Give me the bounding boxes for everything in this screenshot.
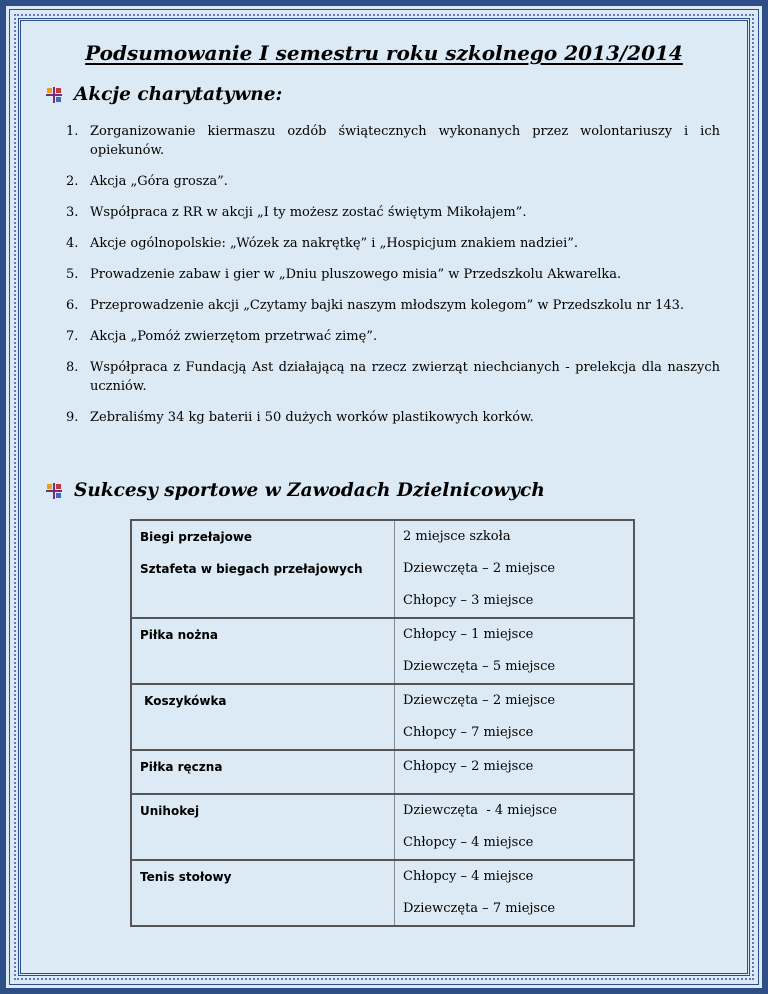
list-item-text: Przeprowadzenie akcji „Czytamy bajki naszym młodszym kolegom” w Przedszkolu nr 143. [90, 298, 685, 313]
result-cell [395, 520, 635, 618]
sport-cell [131, 520, 395, 618]
sport-cell [131, 794, 395, 860]
table-row [131, 618, 634, 684]
list-item-text: Współpraca z RR w akcji „I ty możesz zostać świętym Mikołajem”. [90, 205, 527, 220]
sport-cell [131, 684, 395, 750]
list-item-text: Zorganizowanie kiermaszu ozdób świątecznych wykonanych przez wolontariuszy i ich opiekunów. [90, 124, 720, 158]
list-item-number: 9. [66, 410, 79, 425]
sports-results-table [130, 519, 635, 927]
result-cell [395, 750, 635, 794]
list-item-text: Akcja „Góra grosza”. [90, 174, 228, 189]
list-item-number: 5. [66, 267, 79, 282]
list-item-number: 6. [66, 298, 79, 313]
list-item [66, 234, 720, 253]
table-row [131, 520, 634, 618]
table-row [131, 750, 634, 794]
list-item-number: 4. [66, 236, 79, 251]
sport-cell [131, 860, 395, 926]
table-row [131, 860, 634, 926]
sport-label: Koszykówka [140, 694, 227, 708]
result-text: Dziewczęta – 7 miejsce [403, 901, 556, 916]
sport-cell [131, 750, 395, 794]
list-item [66, 408, 720, 427]
result-cell [395, 684, 635, 750]
sport-label: Piłka nożna [140, 628, 219, 642]
list-item [66, 358, 720, 396]
result-text: Dziewczęta – 5 miejsce [403, 659, 556, 674]
charity-list [66, 122, 720, 439]
list-item-text: Współpraca z Fundacją Ast działającą na rzecz zwierząt niechcianych - prelekcja dla naszych uczniów. [90, 360, 720, 394]
section-heading-sports [46, 480, 545, 501]
page-title: Podsumowanie I semestru roku szkolnego 2013/2014 [85, 41, 683, 65]
result-cell [395, 860, 635, 926]
result-cell [395, 794, 635, 860]
result-cell [395, 618, 635, 684]
table-row [131, 794, 634, 860]
section-heading-label: Sukcesy sportowe w Zawodach Dzielnicowych [74, 480, 545, 501]
list-item [66, 172, 720, 191]
sport-label [140, 893, 386, 925]
sport-label [140, 827, 386, 859]
result-text: Chłopcy – 2 miejsce [403, 759, 534, 774]
sport-label: Piłka ręczna [140, 760, 223, 774]
result-text: Chłopcy – 1 miejsce [403, 627, 534, 642]
document-page [24, 24, 744, 970]
sport-label [140, 651, 386, 683]
result-text: Dziewczęta – 2 miejsce [403, 561, 556, 576]
list-item-text: Prowadzenie zabaw i gier w „Dniu pluszowego misia” w Przedszkolu Akwarelka. [90, 267, 622, 282]
result-text: Dziewczęta – 2 miejsce [403, 693, 556, 708]
list-item-number: 8. [66, 360, 79, 375]
bullet-icon [46, 483, 62, 499]
bullet-icon [46, 87, 62, 103]
result-text: Chłopcy – 4 miejsce [403, 869, 534, 884]
list-item-text: Zebraliśmy 34 kg baterii i 50 dużych worków plastikowych korków. [90, 410, 534, 425]
list-item [66, 296, 720, 315]
list-item [66, 203, 720, 222]
list-item-number: 3. [66, 205, 79, 220]
result-text: 2 miejsce szkoła [403, 529, 511, 544]
result-text: Chłopcy – 7 miejsce [403, 725, 534, 740]
list-item-number: 2. [66, 174, 79, 189]
sport-cell [131, 618, 395, 684]
section-heading-label: Akcje charytatywne: [74, 84, 283, 105]
list-item [66, 265, 720, 284]
sport-label [140, 717, 386, 749]
table-row [131, 684, 634, 750]
result-text: Chłopcy – 3 miejsce [403, 593, 534, 608]
result-text: Dziewczęta - 4 miejsce [403, 803, 558, 818]
list-item-number: 1. [66, 124, 79, 139]
list-item-number: 7. [66, 329, 79, 344]
sport-label: Unihokej [140, 804, 200, 818]
sport-label [140, 585, 386, 617]
list-item-text: Akcja „Pomóż zwierzętom przetrwać zimę”. [90, 329, 378, 344]
list-item-text: Akcje ogólnopolskie: „Wózek za nakrętkę” i „Hospicjum znakiem nadziei”. [90, 236, 579, 251]
sport-label: Sztafeta w biegach przełajowych [140, 562, 363, 576]
result-text: Chłopcy – 4 miejsce [403, 835, 534, 850]
section-heading-charity [46, 84, 282, 105]
sport-label: Tenis stołowy [140, 870, 232, 884]
sport-label: Biegi przełajowe [140, 530, 253, 544]
list-item [66, 327, 720, 346]
list-item [66, 122, 720, 160]
